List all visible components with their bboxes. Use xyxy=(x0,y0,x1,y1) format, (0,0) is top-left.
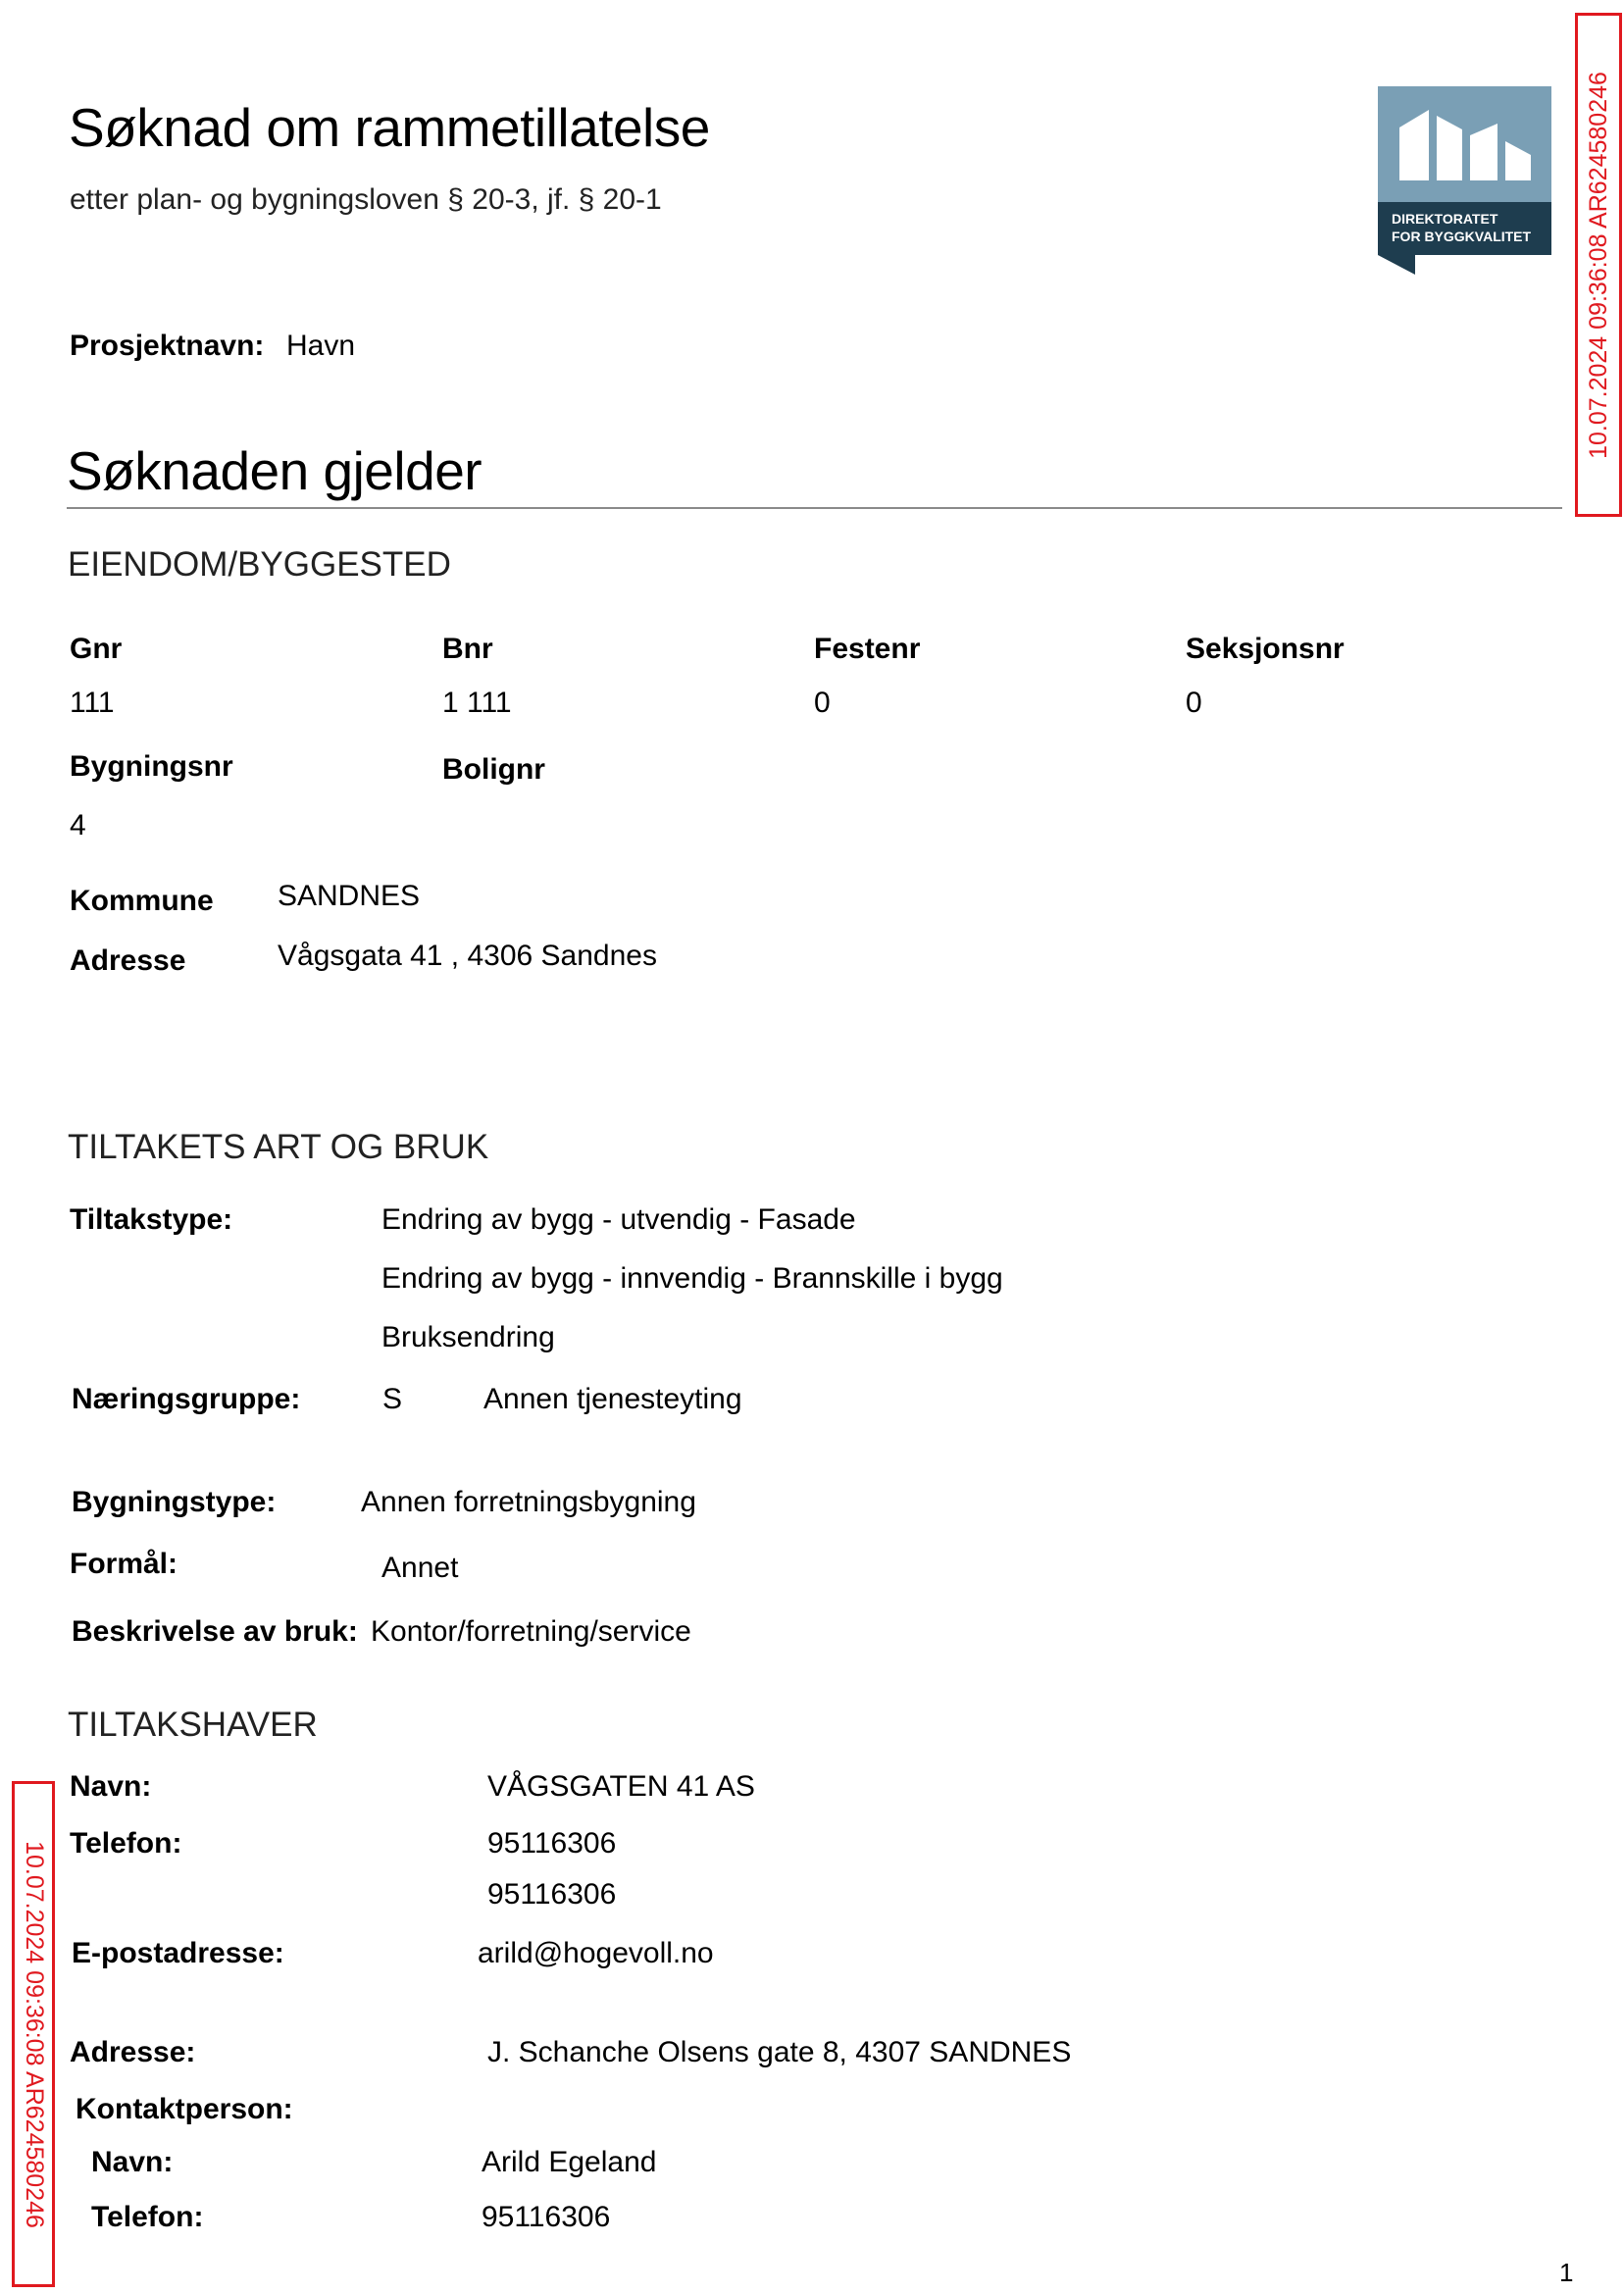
contact-name-value: Arild Egeland xyxy=(482,2146,657,2178)
contact-name-label: Navn: xyxy=(91,2146,174,2178)
measure-heading: TILTAKETS ART OG BRUK xyxy=(68,1128,489,1166)
naeringsgruppe-label: Næringsgruppe: xyxy=(72,1383,301,1415)
property-heading: EIENDOM/BYGGESTED xyxy=(68,545,451,584)
beskrivelse-value: Kontor/forretning/service xyxy=(371,1615,691,1648)
owner-name-label: Navn: xyxy=(70,1770,152,1803)
document-subtitle: etter plan- og bygningsloven § 20-3, jf. § 20-1 xyxy=(70,183,662,216)
owner-email-label: E-postadresse: xyxy=(72,1937,284,1969)
gnr-value: 111 xyxy=(70,687,115,719)
page-number: 1 xyxy=(1559,2258,1574,2287)
seksjonsnr-value: 0 xyxy=(1186,687,1202,719)
tiltakstype-item: Endring av bygg - innvendig - Brannskille i bygg xyxy=(381,1262,1003,1295)
document-title: Søknad om rammetillatelse xyxy=(69,97,710,158)
seksjonsnr-label: Seksjonsnr xyxy=(1186,633,1345,665)
svg-text:FOR BYGGKVALITET: FOR BYGGKVALITET xyxy=(1392,229,1532,244)
svg-text:DIREKTORATET: DIREKTORATET xyxy=(1392,211,1498,227)
naeringsgruppe-value: Annen tjenesteyting xyxy=(483,1383,742,1415)
owner-phone-label: Telefon: xyxy=(70,1827,182,1860)
festenr-value: 0 xyxy=(814,687,831,719)
naeringsgruppe-code: S xyxy=(382,1383,403,1415)
owner-address-label: Adresse: xyxy=(70,2036,196,2068)
owner-phone-value: 95116306 xyxy=(487,1827,617,1860)
tiltakstype-item: Endring av bygg - utvendig - Fasade xyxy=(381,1203,856,1236)
kommune-value: SANDNES xyxy=(278,880,421,912)
project-name-label: Prosjektnavn: xyxy=(70,330,265,362)
bygningsnr-value: 4 xyxy=(70,809,86,841)
formal-label: Formål: xyxy=(70,1548,178,1580)
archive-stamp-top: 10.07.2024 09:36:08 AR624580246 xyxy=(1575,13,1622,517)
bygningstype-value: Annen forretningsbygning xyxy=(361,1486,696,1518)
formal-value: Annet xyxy=(381,1552,459,1584)
owner-address-value: J. Schanche Olsens gate 8, 4307 SANDNES xyxy=(487,2036,1072,2068)
contact-phone-value: 95116306 xyxy=(482,2201,611,2233)
section-divider xyxy=(67,507,1562,509)
owner-name-value: VÅGSGATEN 41 AS xyxy=(487,1770,755,1803)
festenr-label: Festenr xyxy=(814,633,921,665)
bygningsnr-label: Bygningsnr xyxy=(70,750,233,783)
tiltakstype-label: Tiltakstype: xyxy=(70,1203,233,1236)
owner-heading: TILTAKSHAVER xyxy=(68,1706,318,1744)
property-address-value: Vågsgata 41 , 4306 Sandnes xyxy=(278,940,657,972)
section-title: Søknaden gjelder xyxy=(67,440,482,501)
gnr-label: Gnr xyxy=(70,633,123,665)
property-address-label: Adresse xyxy=(70,944,186,977)
owner-email-value: arild@hogevoll.no xyxy=(478,1937,714,1969)
bnr-value: 1 111 xyxy=(442,687,512,719)
contact-phone-label: Telefon: xyxy=(91,2201,204,2233)
archive-stamp-bottom: 10.07.2024 09:36:08 AR624580246 xyxy=(12,1781,55,2287)
kommune-label: Kommune xyxy=(70,885,214,917)
project-name-value: Havn xyxy=(286,330,356,362)
bolignr-label: Bolignr xyxy=(442,753,545,786)
bygningstype-label: Bygningstype: xyxy=(72,1486,277,1518)
dibk-logo-icon xyxy=(1378,86,1551,275)
contact-person-label: Kontaktperson: xyxy=(76,2093,293,2125)
bnr-label: Bnr xyxy=(442,633,493,665)
tiltakstype-item: Bruksendring xyxy=(381,1321,555,1353)
beskrivelse-label: Beskrivelse av bruk: xyxy=(72,1615,358,1648)
owner-phone-value: 95116306 xyxy=(487,1878,617,1911)
